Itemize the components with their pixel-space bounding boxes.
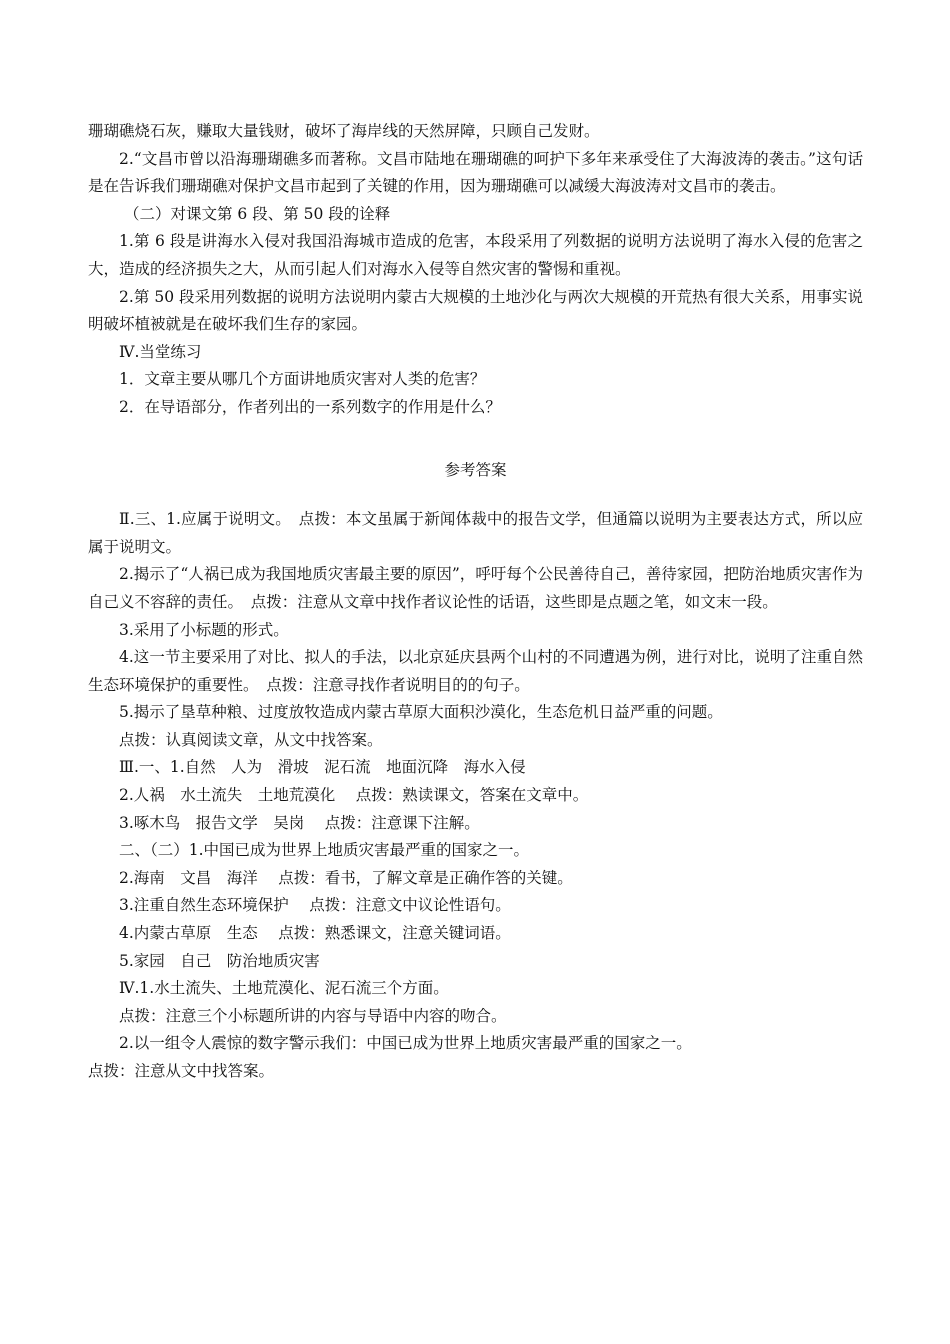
paragraph: 2.“文昌市曾以沿海珊瑚礁多而著称。文昌市陆地在珊瑚礁的呵护下多年来承受住了大海波涛的袭击。”这句话是在告诉我们珊瑚礁对保护文昌市起到了关键的作用，因为珊瑚礁可以减缓大海波涛对文昌市的袭击。	[88, 149, 863, 196]
answer-item: 5.家园 自己 防治地质灾害	[119, 951, 320, 970]
answer-item: 2.人祸 水土流失 土地荒漠化 点拨：熟读课文，答案在文章中。	[119, 786, 589, 805]
answer-item: 2.海南 文昌 海洋 点拨：看书，了解文章是正确作答的关键。	[119, 868, 573, 887]
answer-item: 4.这一节主要采用了对比、拟人的手法，以北京延庆县两个山村的不同遭遇为例，进行对比，说明了注重自然生态环境保护的重要性。 点拨：注意寻找作者说明目的的句子。	[88, 648, 863, 694]
answer-item: 点拨：注意从文中找答案。	[88, 1062, 275, 1080]
answer-item: 点拨：认真阅读文章，从文中找答案。	[119, 730, 383, 749]
section-heading: Ⅳ.当堂练习	[119, 342, 202, 361]
document-page	[88, 118, 863, 1086]
question: 1．文章主要从哪几个方面讲地质灾害对人类的危害？	[119, 370, 486, 389]
answer-item: Ⅳ.1.水土流失、土地荒漠化、泥石流三个方面。	[119, 979, 449, 998]
answer-item: 3.啄木鸟 报告文学 吴岗 点拨：注意课下注解。	[119, 813, 480, 832]
answer-item: Ⅲ.一、1.自然 人为 滑坡 泥石流 地面沉降 海水入侵	[119, 758, 526, 777]
answer-item: 3.采用了小标题的形式。	[119, 620, 289, 639]
answer-item: 点拨：注意三个小标题所讲的内容与导语中内容的吻合。	[119, 1006, 507, 1025]
answer-item: Ⅱ.三、1.应属于说明文。 点拨：本文虽属于新闻体裁中的报告文学，但通篇以说明为主要表达方式，所以应属于说明文。	[88, 510, 863, 556]
paragraph: 珊瑚礁烧石灰，赚取大量钱财，破坏了海岸线的天然屏障，只顾自己发财。	[88, 122, 600, 140]
paragraph: 1.第 6 段是讲海水入侵对我国沿海城市造成的危害，本段采用了列数据的说明方法说明了海水入侵的危害之大，造成的经济损失之大，从而引起人们对海水入侵等自然灾害的警惕和重视。	[88, 232, 863, 278]
answer-item: 4.内蒙古草原 生态 点拨：熟悉课文，注意关键词语。	[119, 924, 511, 943]
answer-item: 5.揭示了垦草种粮、过度放牧造成内蒙古草原大面积沙漠化，生态危机日益严重的问题。	[119, 703, 723, 722]
section-heading: （二）对课文第 6 段、第 50 段的诠释	[124, 204, 391, 223]
answer-item: 3.注重自然生态环境保护 点拨：注意文中议论性语句。	[119, 896, 511, 915]
answer-item: 2.以一组令人震惊的数字警示我们：中国已成为世界上地质灾害最严重的国家之一。	[119, 1034, 692, 1053]
answer-item: 2.揭示了“人祸已成为我国地质灾害最主要的原因”，呼吁每个公民善待自己，善待家园，把防治地质灾害作为自己义不容辞的责任。 点拨：注意从文章中找作者议论性的话语，这些即是点题之笔，如文末一段。	[88, 565, 863, 611]
answer-title: 参考答案	[444, 460, 507, 479]
question: 2．在导语部分，作者列出的一系列数字的作用是什么？	[119, 397, 501, 416]
paragraph: 2.第 50 段采用列数据的说明方法说明内蒙古大规模的土地沙化与两次大规模的开荒热有很大关系，用事实说明破坏植被就是在破坏我们生存的家园。	[88, 287, 863, 334]
answer-item: 二、（二）1.中国已成为世界上地质灾害最严重的国家之一。	[119, 841, 530, 860]
